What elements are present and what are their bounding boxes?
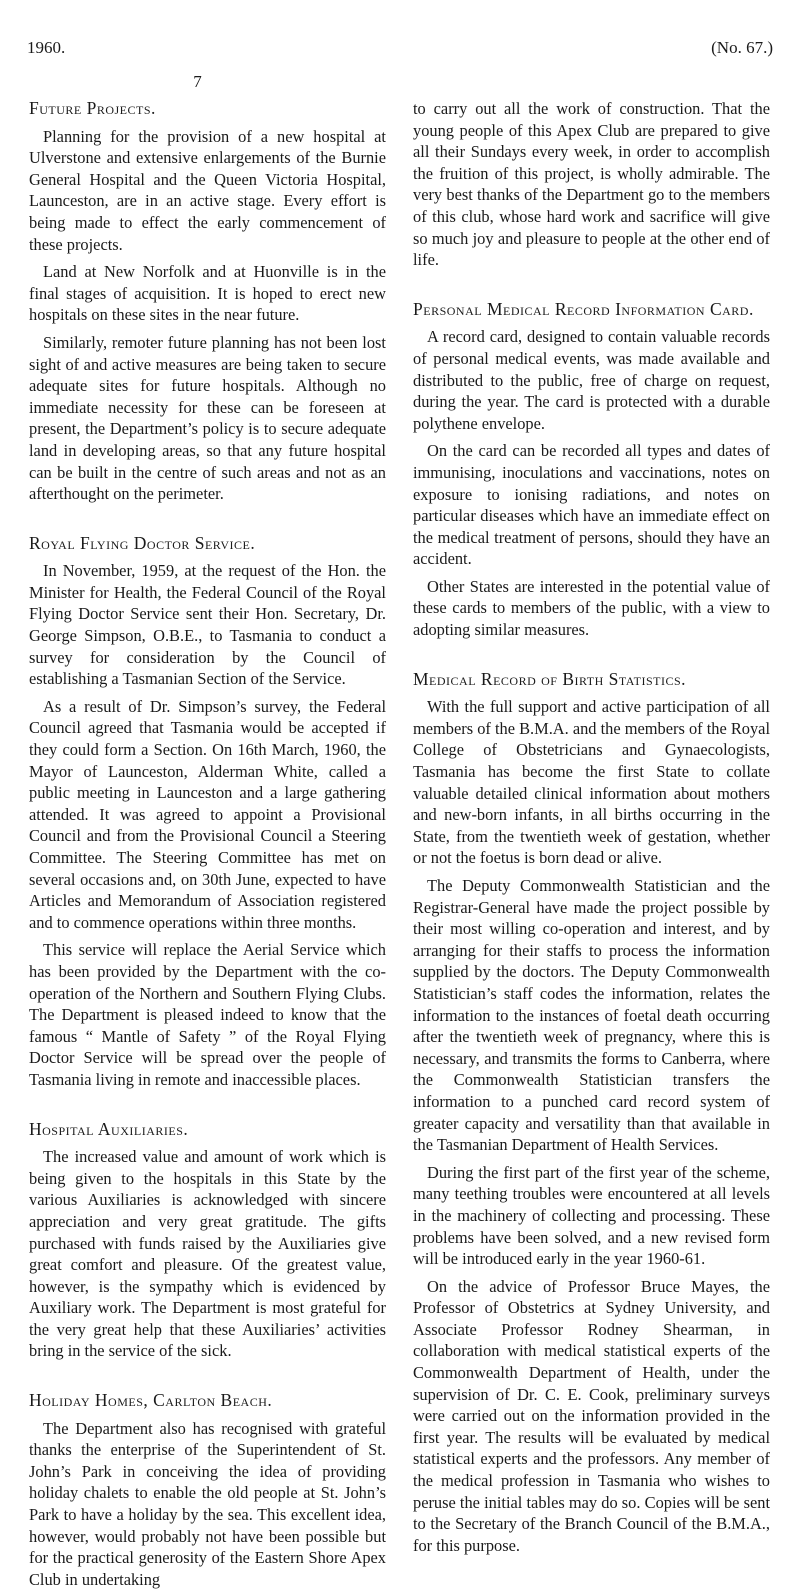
paragraph: A record card, designed to contain valuable records of personal medical events, was made available and distributed to the public, free of charge on request, during the year. The card is protected with a durable polythene envelope. <box>413 327 770 433</box>
page-header-number: (No. 67.) <box>711 38 773 57</box>
page-header-year: 1960. <box>27 38 66 57</box>
paragraph: On the card can be recorded all types and dates of immunising, inoculations and vaccinations, notes on exposure to ionising radiations, and notes on particular diseases which have an immediate effect on the medical treatment of persons, should they have an accident. <box>413 441 770 569</box>
page-number: 7 <box>193 72 202 91</box>
paragraph: Similarly, remoter future planning has not been lost sight of and active measures are being taken to secure adequate sites for future hospitals. Although no immediate necessity for these can be foreseen at present, the Department’s policy is to secure adequate land in developing areas, so that any future hospital can be built in the centre of such areas and not as an afterthought on the perimeter. <box>29 332 386 504</box>
left-column <box>29 98 386 1596</box>
paragraph: On the advice of Professor Bruce Mayes, the Professor of Obstetrics at Sydney University, and Associate Professor Rodney Shearman, in collaboration with medical statistical experts of the Commonwealth Department of Health, under the supervision of Dr. C. E. Cook, preliminary surveys were carried out on the information provided in the first year. The results will be evaluated by medical statistical experts and the professors. Any member of the medical profession in Tasmania who wishes to peruse the initial tables may do so. Copies will be sent to the Secretary of the Branch Council of the B.M.A., for this purpose. <box>413 1276 770 1555</box>
right-column <box>413 98 770 1562</box>
section-heading-personal-medical-record: Personal Medical Record Information Card. <box>413 298 754 319</box>
paragraph: Planning for the provision of a new hospital at Ulverstone and extensive enlargements of the Burnie General Hospital and the Queen Victoria Hospital, Launceston, are in an active stage. Every effort is being made to effect the early commencement of these projects. <box>29 126 386 254</box>
section-heading-future-projects: Future Projects. <box>29 98 156 118</box>
paragraph: The increased value and amount of work which is being given to the hospitals in this State by the various Auxiliaries is acknowledged with sincere appreciation and very great gratitude. The gifts purchased with funds raised by the Auxiliaries give great comfort and pleasure. Of the greatest value, however, is the sympathy which is evidenced by Auxiliary work. The Department is most grateful for the very great help that these Auxiliaries’ activities bring in the service of the sick. <box>29 1147 386 1361</box>
paragraph: The Deputy Commonwealth Statistician and the Registrar-General have made the project possible by their most willing co-operation and interest, and by arranging for their staffs to process the information supplied by the doctors. The Deputy Commonwealth Statistician’s staff codes the information, relates the information to the instances of foetal death occurring after the twentieth week of pregnancy, where this is necessary, and transmits the forms to Canberra, where the Commonwealth Statistician transfers the information to a punched card record system of greater capacity and versatility than that available in the Tasmanian Department of Health Services. <box>413 876 770 1155</box>
paragraph: Other States are interested in the potential value of these cards to members of the public, with a view to adopting similar measures. <box>413 576 770 640</box>
paragraph: With the full support and active participation of all members of the B.M.A. and the members of the Royal College of Obstetricians and Gynaecologists, Tasmania has become the first State to collate valuable detailed clinical information about mothers and new-born infants, in all births occurring in the State, from the twentieth week of gestation, whether or not the foetus is born dead or alive. <box>413 697 770 868</box>
section-heading-holiday-homes: Holiday Homes, Carlton Beach. <box>29 1390 273 1411</box>
section-heading-royal-flying-doctor: Royal Flying Doctor Service. <box>29 532 256 553</box>
paragraph: During the first part of the first year of the scheme, many teething troubles were encountered at all levels in the machinery of collecting and processing. These problems have been solved, and a new revised form will be introduced early in the year 1960-61. <box>413 1162 770 1269</box>
paragraph: As a result of Dr. Simpson’s survey, the Federal Council agreed that Tasmania would be accepted if they could form a Section. On 16th March, 1960, the Mayor of Launceston, Alderman White, called a public meeting in Launceston and a large gathering attended. It was agreed to appoint a Provisional Council and from the Provisional Council a Steering Committee. The Steering Committee has met on several occasions and, on 30th June, expected to have Articles and Memorandum of Association registered and to commence operations within three months. <box>29 696 386 932</box>
paragraph: This service will replace the Aerial Service which has been provided by the Department with the co-operation of the Northern and Southern Flying Clubs. The Department is pleased indeed to know that the famous “ Mantle of Safety ” of the Royal Flying Doctor Service will be spread over the people of Tasmania living in remote and inaccessible places. <box>29 940 386 1089</box>
section-heading-birth-statistics: Medical Record of Birth Statistics. <box>413 668 686 689</box>
paragraph: Land at New Norfolk and at Huonville is in the final stages of acquisition. It is hoped to erect new hospitals on these sites in the near future. <box>29 262 386 325</box>
continuation-paragraph: to carry out all the work of construction. That the young people of this Apex Club are prepared to give all their Sundays every week, in order to accomplish the fruition of this project, is wholly admirable. The very best thanks of the Department go to the members of this club, whose hard work and sacrifice will give so much joy and pleasure to people at the other end of life. <box>413 99 770 270</box>
paragraph: The Department also has recognised with grateful thanks the enterprise of the Superintendent of St. John’s Park in conceiving the idea of providing holiday chalets to enable the old people at St. John’s Park to have a holiday by the sea. This excellent idea, however, would probably not have been possible but for the practical generosity of the Eastern Shore Apex Club in undertaking <box>29 1418 386 1589</box>
section-heading-hospital-auxiliaries: Hospital Auxiliaries. <box>29 1118 189 1139</box>
paragraph: In November, 1959, at the request of the Hon. the Minister for Health, the Federal Council of the Royal Flying Doctor Service sent their Hon. Secretary, Dr. George Simpson, O.B.E., to Tasmania to conduct a survey for consideration by the Council of establishing a Tasmanian Section of the Service. <box>29 561 386 689</box>
